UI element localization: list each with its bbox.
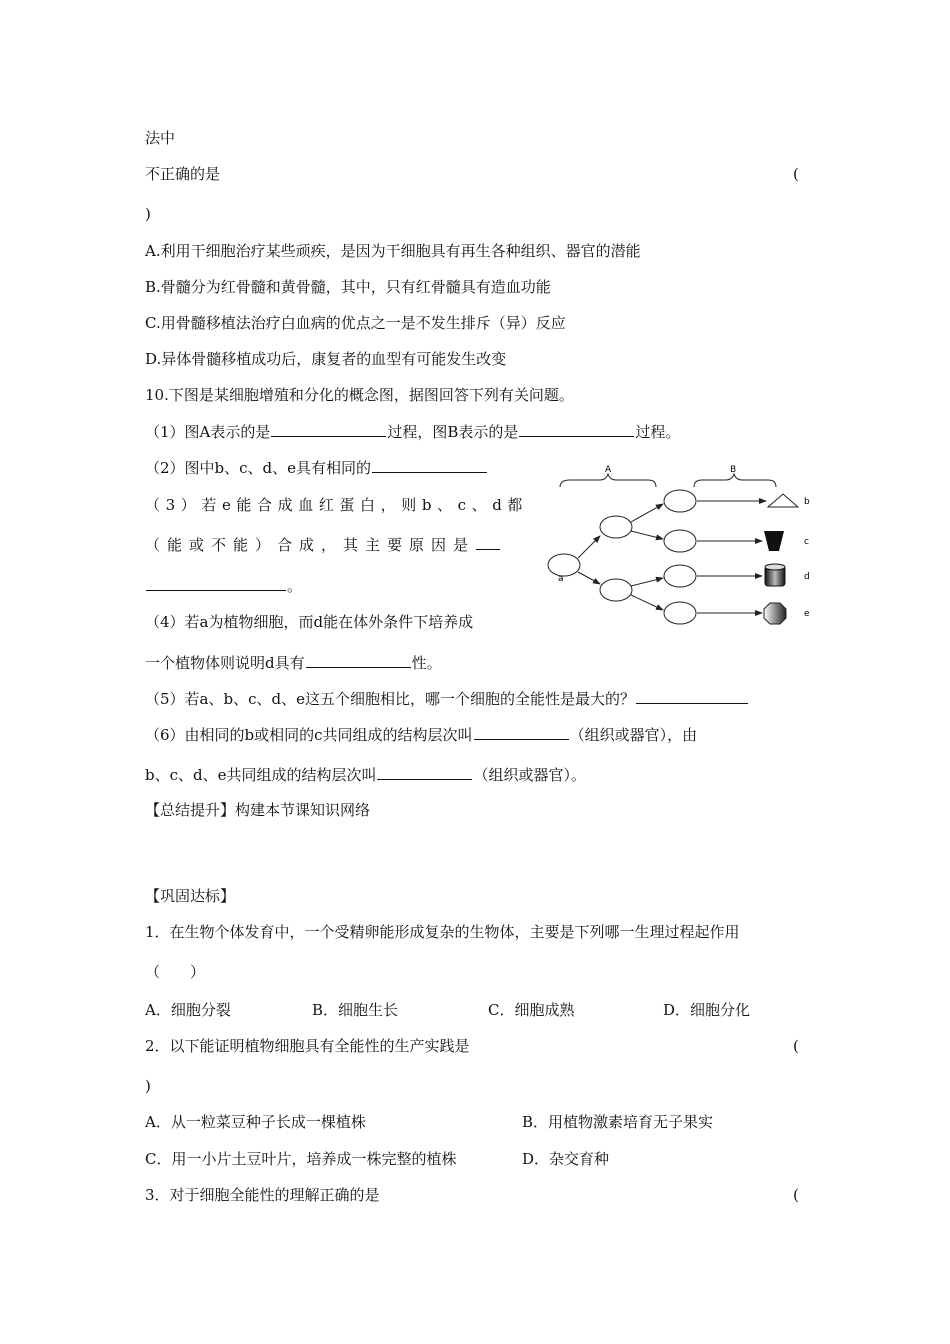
c-q2-paren-close: ) bbox=[145, 1077, 151, 1095]
c-q3-paren-open: ( bbox=[793, 1186, 799, 1204]
arrow bbox=[631, 531, 663, 539]
c-q2-paren-open: ( bbox=[793, 1037, 799, 1055]
answer-blank[interactable] bbox=[636, 688, 748, 704]
cell-c-stage bbox=[664, 530, 696, 552]
c-q1-option-c: C．细胞成熟 bbox=[488, 1001, 575, 1019]
q9-option-d: D.异体骨髓移植成功后，康复者的血型有可能发生改变 bbox=[145, 350, 507, 368]
label-a: a bbox=[558, 574, 564, 584]
answer-blank[interactable] bbox=[146, 575, 286, 591]
q9-line2: 不正确的是 bbox=[145, 165, 221, 183]
q10-part1-text-a: （1）图A表示的是 bbox=[145, 423, 271, 441]
triangle-cell-b bbox=[768, 494, 798, 507]
q10-part3-text: （能或不能）合成，其主要原因是 bbox=[145, 536, 476, 554]
consolidate-heading: 【巩固达标】 bbox=[145, 887, 236, 905]
c-q1-option-b: B．细胞生长 bbox=[312, 1001, 399, 1019]
c-q2-stem: 2．以下能证明植物细胞具有全能性的生产实践是 bbox=[145, 1037, 470, 1055]
answer-blank[interactable] bbox=[476, 534, 500, 550]
c-q2-option-a: A．从一粒菜豆种子长成一棵植株 bbox=[145, 1113, 366, 1131]
q10-part3-line3 bbox=[145, 575, 302, 596]
q10-part1-text-b: 过程，图B表示的是 bbox=[387, 423, 519, 441]
c-q2-option-c: C．用一小片土豆叶片，培养成一株完整的植株 bbox=[145, 1150, 457, 1168]
q10-part6-text-d: （组织或器官）。 bbox=[473, 766, 586, 784]
q10-part2-text: （2）图中b、c、d、e具有相同的 bbox=[145, 459, 372, 477]
cylinder-top bbox=[765, 564, 785, 570]
arrow bbox=[631, 578, 663, 586]
label-c: c bbox=[804, 537, 809, 547]
q10-part4-line2 bbox=[145, 652, 442, 673]
q10-part3-line1: （3）若e能合成血红蛋白，则b、c、d都 bbox=[145, 496, 529, 514]
q10-part6-text-b: （组织或器官），由 bbox=[569, 726, 698, 744]
trapezoid-cell-c bbox=[764, 531, 784, 551]
q10-part6-line2 bbox=[145, 764, 586, 785]
c-q2-option-b: B．用植物激素培育无子果实 bbox=[522, 1113, 714, 1131]
q9-option-b: B.骨髓分为红骨髓和黄骨髓，其中，只有红骨髓具有造血功能 bbox=[145, 278, 551, 296]
q10-part5-text: （5）若a、b、c、d、e这五个细胞相比，哪一个细胞的全能性是最大的？ bbox=[145, 690, 635, 708]
q10-part1 bbox=[145, 421, 680, 442]
q10-part6-text-a: （6）由相同的b或相同的c共同组成的结构层次叫 bbox=[145, 726, 473, 744]
cell-differentiation-diagram bbox=[540, 462, 820, 642]
q9-paren-close: ) bbox=[145, 205, 151, 223]
brace-b bbox=[694, 474, 776, 487]
cell-e-stage bbox=[664, 602, 696, 624]
q10-part3-line2 bbox=[145, 534, 501, 555]
answer-blank[interactable] bbox=[372, 457, 487, 473]
q10-part6-text-c: b、c、d、e共同组成的结构层次叫 bbox=[145, 766, 377, 784]
q9-paren-open: ( bbox=[793, 165, 799, 183]
q9-option-c: C.用骨髓移植法治疗白血病的优点之一是不发生排斥（异）反应 bbox=[145, 314, 566, 332]
answer-blank[interactable] bbox=[271, 421, 386, 437]
c-q1-option-d: D．细胞分化 bbox=[663, 1001, 751, 1019]
answer-blank[interactable] bbox=[306, 652, 411, 668]
q10-part3-end: 。 bbox=[287, 577, 303, 595]
cell-upper bbox=[600, 516, 632, 538]
c-q3-stem: 3．对于细胞全能性的理解正确的是 bbox=[145, 1186, 380, 1204]
octagon-cell-e bbox=[764, 603, 786, 624]
label-d: d bbox=[804, 572, 810, 582]
q10-part1-text-c: 过程。 bbox=[635, 423, 681, 441]
q10-part6-line1 bbox=[145, 724, 697, 745]
answer-blank[interactable] bbox=[474, 724, 569, 740]
summary-heading: 【总结提升】构建本节课知识网络 bbox=[145, 801, 371, 819]
answer-blank[interactable] bbox=[377, 764, 472, 780]
arrow bbox=[578, 536, 600, 558]
q10-part5 bbox=[145, 688, 749, 709]
arrow bbox=[631, 504, 663, 522]
label-B: B bbox=[730, 465, 737, 475]
q10-part4-text-b: 性。 bbox=[411, 654, 442, 672]
q10-stem: 10.下图是某细胞增殖和分化的概念图，据图回答下列有关问题。 bbox=[145, 386, 574, 404]
c-q1-option-a: A．细胞分裂 bbox=[145, 1001, 231, 1019]
label-A: A bbox=[605, 465, 612, 475]
arrow bbox=[578, 572, 600, 584]
c-q1-stem: 1．在生物个体发育中，一个受精卵能形成复杂的生物体，主要是下列哪一生理过程起作用 bbox=[145, 923, 740, 941]
cell-d-stage bbox=[664, 565, 696, 587]
label-b: b bbox=[804, 497, 810, 507]
q10-part4-line1: （4）若a为植物细胞，而d能在体外条件下培养成 bbox=[145, 613, 474, 631]
q10-part4-text-a: 一个植物体则说明d具有 bbox=[145, 654, 305, 672]
q9-line1: 法中 bbox=[145, 129, 176, 147]
cell-b-stage bbox=[664, 490, 696, 512]
c-q1-paren: （ ） bbox=[145, 963, 206, 981]
answer-blank[interactable] bbox=[519, 421, 634, 437]
arrow bbox=[631, 595, 663, 610]
cell-lower bbox=[600, 579, 632, 601]
q9-option-a: A.利用干细胞治疗某些顽疾，是因为干细胞具有再生各种组织、器官的潜能 bbox=[145, 242, 641, 260]
c-q2-option-d: D．杂交育种 bbox=[522, 1150, 610, 1168]
q10-part2 bbox=[145, 457, 488, 478]
brace-a bbox=[560, 474, 656, 487]
cell-a bbox=[548, 554, 580, 576]
label-e: e bbox=[804, 609, 810, 619]
